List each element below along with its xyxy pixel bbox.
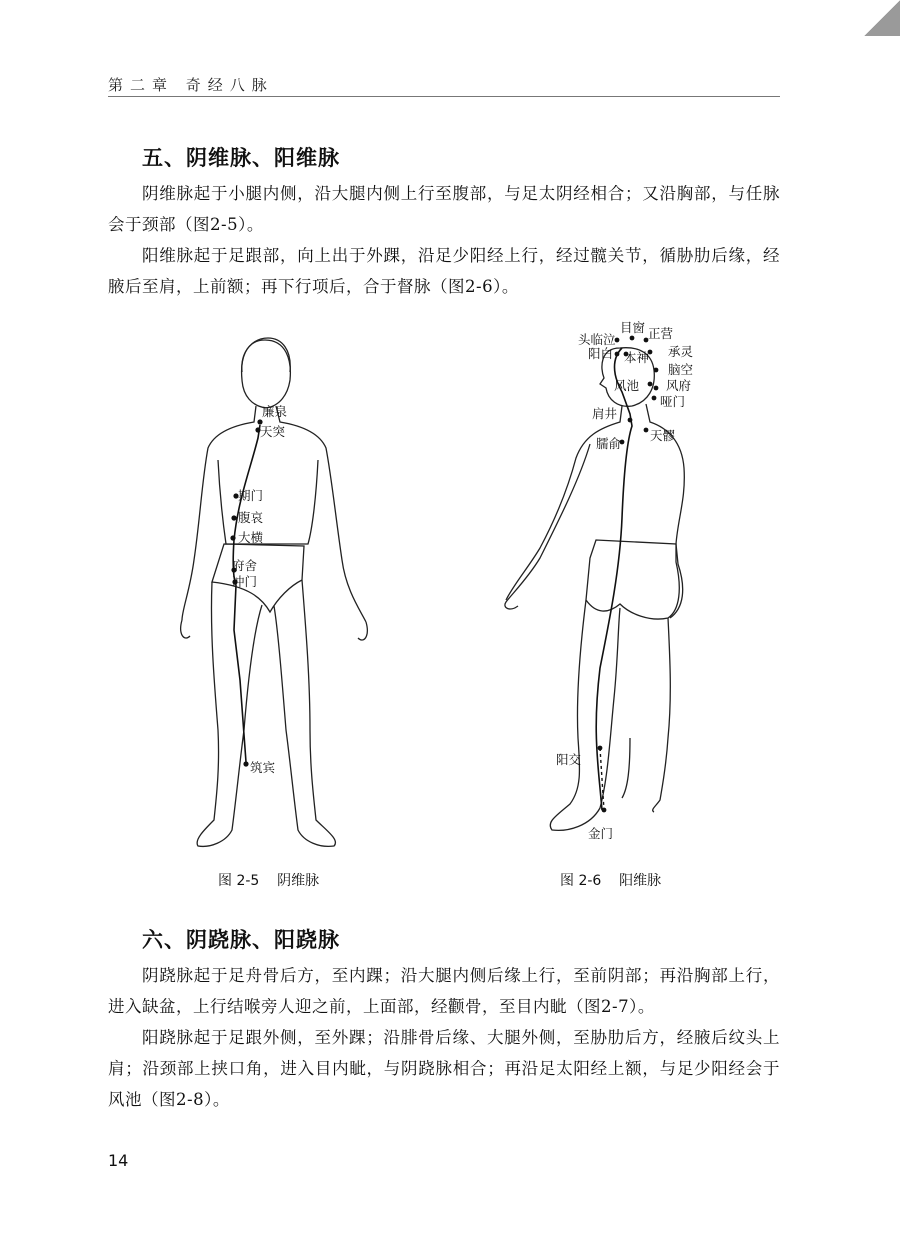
figure-2-5-caption: 图 2-5 阴维脉: [218, 873, 320, 889]
figure-2-6-illustration: [500, 318, 710, 848]
point-fengchi-dot: [648, 382, 653, 387]
point-zhubin-dot: [243, 761, 248, 766]
point-yangjiao-dot: [598, 746, 603, 751]
point-label-benshen: 本神: [624, 350, 650, 365]
running-header: 第二章 奇经八脉: [108, 76, 274, 94]
point-label-jinmen: 金门: [588, 826, 614, 841]
point-yamen-dot: [652, 396, 657, 401]
point-label-zhubin: 筑宾: [250, 760, 276, 775]
point-label-yamen: 哑门: [660, 394, 686, 409]
point-label-tiantu: 天突: [260, 424, 286, 439]
point-naokong-dot: [654, 368, 659, 373]
figure-5-hair: [242, 338, 290, 372]
point-jinmen-dot: [602, 808, 607, 813]
figure-5-legs: [197, 580, 335, 846]
figure-5-meridian-line: [233, 425, 260, 762]
figure-5-briefs: [212, 544, 304, 612]
page-number: 14: [108, 1151, 129, 1170]
point-label-fengfu: 风府: [666, 378, 692, 393]
point-label-jianjing: 肩井: [592, 406, 618, 421]
point-jianjing-dot: [628, 418, 633, 423]
figure-2-6-caption: 图 2-6 阳维脉: [560, 873, 662, 889]
figure-2-5-illustration: [170, 330, 390, 860]
point-label-muchuang: 目窗: [620, 320, 646, 335]
point-label-fushe: 府舍: [232, 558, 258, 573]
figure-6-legs: [550, 600, 670, 830]
point-fengfu-dot: [654, 386, 659, 391]
point-fuai-dot: [231, 515, 236, 520]
point-label-fuai: 腹哀: [238, 510, 264, 525]
point-label-chengling: 承灵: [668, 344, 694, 359]
point-label-zhengying: 正营: [648, 326, 674, 341]
point-label-fengchi: 风池: [614, 378, 640, 393]
point-label-lianquan: 廉泉: [262, 404, 288, 419]
point-label-yangbai: 阳白: [588, 346, 614, 361]
section-5-title: 五、阴维脉、阳维脉: [142, 146, 340, 170]
point-label-daheng: 大横: [238, 530, 264, 545]
point-label-yangjiao: 阳交: [556, 752, 582, 767]
point-label-naoshu: 臑俞: [596, 436, 622, 451]
section-6-paragraph-1: 阴跷脉起于足舟骨后方，至内踝；沿大腿内侧后缘上行，至前阴部；再沿胸部上行，进入缺盆，上行结喉旁人迎之前，上面部，经颧骨，至目内眦（图2-7）。: [108, 966, 780, 1016]
point-label-qimen: 期门: [238, 488, 264, 503]
point-label-toulinqi: 头临泣: [578, 332, 616, 347]
section-6-title: 六、阴跷脉、阳跷脉: [142, 928, 340, 952]
point-label-tianliao: 天髎: [650, 428, 676, 443]
section-5-paragraph-1: 阴维脉起于小腿内侧，沿大腿内侧上行至腹部，与足太阴经相合；又沿胸部，与任脉会于颈部（图2-5）。: [108, 184, 780, 234]
figure-5-head: [242, 340, 291, 408]
point-muchuang-dot: [630, 336, 635, 341]
point-label-naokong: 脑空: [668, 362, 694, 377]
figure-6-shorts: [586, 540, 679, 619]
point-tianliao-dot: [644, 428, 649, 433]
section-5-paragraph-2: 阳维脉起于足跟部，向上出于外踝，沿足少阳经上行，经过髋关节，循胁肋后缘，经腋后至肩，上前额；再下行项后，合于督脉（图2-6）。: [108, 246, 780, 296]
page-corner-fold: [864, 0, 900, 36]
point-daheng-dot: [230, 535, 235, 540]
header-rule: [108, 96, 780, 97]
point-yangbai-dot: [615, 352, 620, 357]
section-6-paragraph-2: 阳跷脉起于足跟外侧，至外踝；沿腓骨后缘、大腿外侧，至胁肋后方，经腋后纹头上肩；沿颈部上挟口角，进入目内眦，与阴跷脉相合；再沿足太阳经上额，与足少阳经会于风池（图2-8）。: [108, 1028, 780, 1109]
point-label-chongmen: 冲门: [232, 574, 258, 589]
